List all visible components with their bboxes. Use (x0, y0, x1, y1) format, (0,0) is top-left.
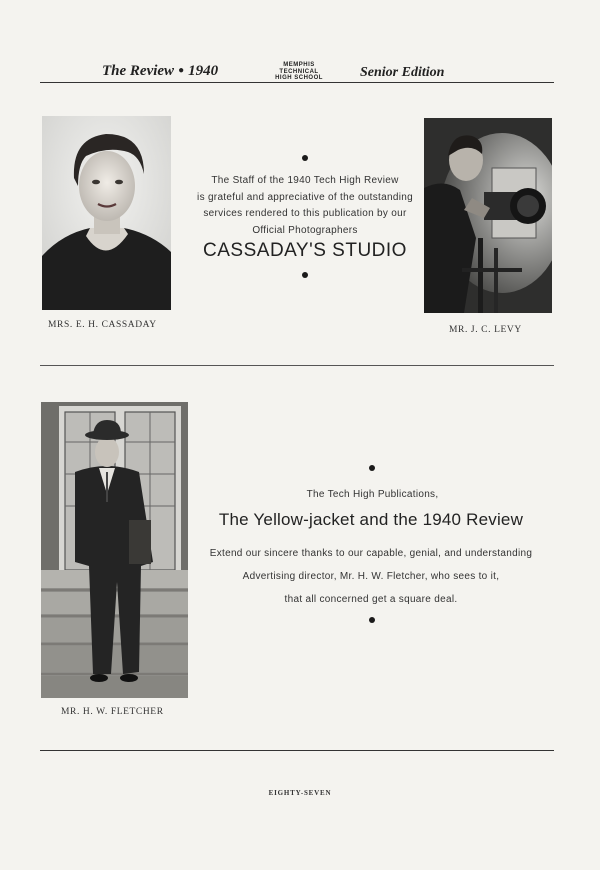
thanks-line-2: Advertising director, Mr. H. W. Fletcher, who sees to it, (242, 571, 500, 582)
header-rule (40, 82, 554, 83)
bullet-icon (302, 272, 308, 278)
bullet-icon (302, 155, 308, 161)
portrait-photographer-image (424, 118, 552, 313)
publications-intro: The Tech High Publications, (306, 489, 439, 500)
footer-rule (40, 750, 554, 751)
thanks-line-1: Extend our sincere thanks to our capable, genial, and understanding (209, 548, 533, 559)
school-line-2: TECHNICAL (279, 68, 319, 75)
school-line-1: MEMPHIS (283, 62, 315, 68)
photographers-line-1: The Staff of the 1940 Tech High Review (211, 175, 399, 186)
header-review-title: The Review (102, 63, 175, 79)
publications-names: The Yellow-jacket and the 1940 Review (218, 510, 524, 529)
photographers-line-2: is grateful and appreciative of the outstanding (197, 191, 413, 203)
header-year: 1940 (188, 63, 219, 79)
bullet-icon (369, 465, 375, 471)
thanks-text (198, 542, 544, 611)
header-edition: Senior Edition (360, 65, 445, 80)
caption-cassaday: MRS. E. H. CASSADAY (48, 320, 157, 330)
school-line-3: HIGH SCHOOL (275, 75, 323, 81)
caption-levy: MR. J. C. LEVY (449, 325, 522, 335)
bullet-icon (369, 617, 375, 623)
portrait-woman-image (42, 116, 171, 310)
header-title (102, 63, 218, 80)
portrait-man-on-steps-image (41, 402, 188, 698)
photo-fletcher (41, 402, 188, 698)
header-school-name (262, 62, 336, 82)
page-number: EIGHTY-SEVEN (268, 789, 332, 797)
photographers-line-3: services rendered to this publication by our (203, 208, 407, 219)
bullet-icon: ● (178, 65, 185, 76)
photographers-text (175, 173, 435, 239)
studio-name: CASSADAY'S STUDIO (203, 240, 407, 261)
caption-fletcher: MR. H. W. FLETCHER (61, 707, 164, 717)
photo-cassaday (42, 116, 171, 310)
thanks-line-3: that all concerned get a square deal. (284, 594, 458, 605)
photo-levy (424, 118, 552, 313)
section-divider (40, 365, 554, 366)
photographers-line-4: Official Photographers (252, 224, 358, 236)
